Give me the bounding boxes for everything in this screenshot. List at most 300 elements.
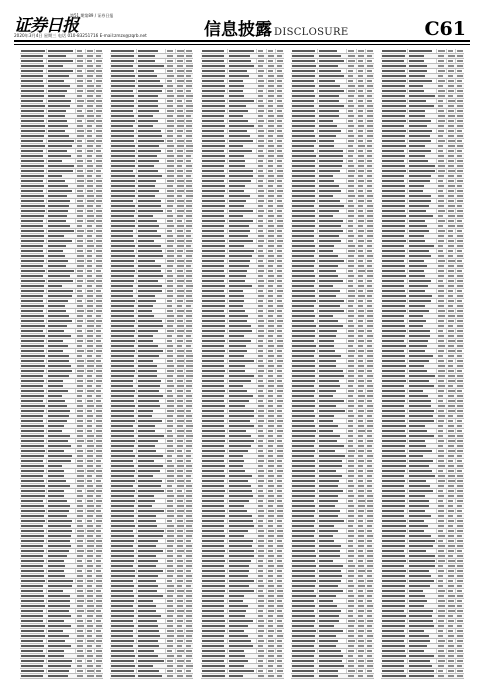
table-cell [48, 495, 64, 497]
table-cell [367, 635, 373, 637]
table-cell [438, 190, 443, 192]
table-cell [358, 285, 364, 287]
table-cell [111, 130, 134, 132]
table-cell [138, 635, 160, 637]
table-cell [48, 180, 65, 182]
table-cell [77, 445, 82, 447]
table-cell [186, 100, 192, 102]
table-cell [96, 595, 102, 597]
table-cell [319, 150, 343, 152]
table-cell [348, 80, 353, 82]
table-cell [96, 465, 101, 467]
table-cell [167, 160, 173, 162]
table-cell [457, 150, 462, 152]
table-cell [277, 220, 283, 222]
table-cell [177, 400, 183, 402]
table-cell [277, 130, 282, 132]
table-cell [409, 415, 433, 417]
table-cell [438, 240, 444, 242]
table-cell [177, 285, 183, 287]
table-cell [358, 125, 365, 127]
table-cell [382, 520, 406, 522]
table-cell [319, 55, 341, 57]
table-cell [96, 355, 101, 357]
table-cell [258, 70, 264, 72]
table-cell [167, 350, 173, 352]
table-cell [319, 515, 338, 517]
table-cell [48, 110, 66, 112]
table-cell [177, 205, 184, 207]
table-cell [258, 450, 264, 452]
table-cell [292, 345, 316, 347]
table-cell [96, 405, 102, 407]
table-cell [202, 530, 224, 532]
table-cell [409, 55, 424, 57]
table-cell [358, 570, 365, 572]
table-cell [409, 375, 435, 377]
table-cell [409, 150, 431, 152]
table-cell [348, 55, 355, 57]
table-cell [177, 665, 183, 667]
table-cell [438, 400, 443, 402]
table-cell [138, 545, 156, 547]
table-cell [111, 150, 135, 152]
table-cell [258, 590, 263, 592]
table-cell [409, 635, 429, 637]
table-cell [277, 570, 282, 572]
table-cell [258, 375, 264, 377]
table-cell [448, 70, 454, 72]
table-cell [268, 475, 274, 477]
table-cell [111, 265, 133, 267]
table-cell [448, 595, 455, 597]
table-cell [21, 60, 43, 62]
table-cell [186, 55, 192, 57]
table-cell [358, 640, 364, 642]
table-cell [348, 515, 354, 517]
table-cell [448, 130, 454, 132]
table-cell [48, 155, 71, 157]
table-cell [319, 165, 342, 167]
table-cell [448, 65, 454, 67]
table-cell [138, 260, 155, 262]
table-cell [48, 445, 71, 447]
table-cell [202, 130, 225, 132]
table-cell [448, 305, 453, 307]
table-cell [111, 435, 134, 437]
table-cell [367, 50, 373, 52]
table-cell [348, 220, 354, 222]
table-cell [202, 505, 225, 507]
table-cell [96, 640, 102, 642]
table-cell [138, 275, 162, 277]
table-cell [177, 305, 182, 307]
table-cell [319, 260, 344, 262]
table-cell [186, 275, 192, 277]
table-cell [268, 665, 274, 667]
table-cell [111, 490, 135, 492]
table-cell [292, 580, 316, 582]
table-cell [258, 125, 264, 127]
table-cell [292, 400, 315, 402]
table-cell [138, 120, 157, 122]
table-cell [367, 255, 373, 257]
table-cell [21, 625, 45, 627]
table-cell [258, 130, 265, 132]
table-cell [277, 440, 283, 442]
table-cell [348, 510, 354, 512]
table-cell [77, 225, 82, 227]
table-cell [202, 570, 226, 572]
table-cell [457, 610, 463, 612]
table-cell [96, 320, 102, 322]
table-cell [258, 405, 264, 407]
table-cell [21, 335, 45, 337]
table-cell [167, 640, 173, 642]
table-cell [202, 460, 225, 462]
table-cell [87, 180, 93, 182]
table-cell [186, 220, 192, 222]
table-cell [438, 340, 444, 342]
table-cell [409, 85, 423, 87]
table-cell [268, 315, 273, 317]
table-cell [409, 660, 430, 662]
table-cell [438, 140, 445, 142]
table-cell [21, 500, 43, 502]
table-cell [258, 220, 263, 222]
table-cell [167, 525, 173, 527]
table-cell [438, 115, 445, 117]
table-cell [202, 540, 224, 542]
table-cell [457, 570, 463, 572]
table-cell [319, 425, 338, 427]
table-cell [277, 645, 283, 647]
table-cell [87, 240, 93, 242]
table-cell [111, 330, 134, 332]
table-cell [448, 235, 453, 237]
table-cell [48, 435, 70, 437]
table-cell [268, 105, 274, 107]
table-cell [111, 245, 135, 247]
table-cell [258, 605, 264, 607]
table-cell [229, 170, 254, 172]
table-cell [177, 610, 184, 612]
table-cell [177, 525, 184, 527]
table-cell [277, 145, 282, 147]
table-cell [438, 595, 444, 597]
table-cell [438, 590, 445, 592]
table-cell [48, 420, 67, 422]
table-cell [292, 310, 314, 312]
table-cell [448, 110, 454, 112]
table-cell [229, 190, 245, 192]
table-cell [292, 420, 315, 422]
table-cell [87, 130, 92, 132]
table-cell [358, 630, 364, 632]
table-cell [177, 360, 183, 362]
table-cell [358, 165, 364, 167]
table-cell [382, 345, 406, 347]
table-cell [457, 655, 463, 657]
table-cell [48, 630, 63, 632]
table-cell [96, 315, 101, 317]
table-cell [258, 115, 263, 117]
table-cell [48, 670, 69, 672]
table-cell [48, 425, 64, 427]
table-cell [177, 150, 183, 152]
table-cell [77, 665, 82, 667]
table-cell [367, 510, 373, 512]
table-cell [409, 545, 433, 547]
table-cell [292, 630, 316, 632]
table-cell [448, 580, 453, 582]
table-cell [111, 145, 135, 147]
table-cell [229, 390, 247, 392]
table-cell [167, 50, 172, 52]
table-cell [358, 235, 363, 237]
table-cell [48, 520, 72, 522]
table-cell [229, 595, 245, 597]
table-cell [167, 510, 174, 512]
table-cell [457, 145, 463, 147]
table-cell [358, 670, 364, 672]
table-cell [202, 185, 225, 187]
table-cell [186, 655, 192, 657]
table-cell [448, 660, 454, 662]
table-cell [87, 90, 94, 92]
table-cell [167, 125, 174, 127]
table-cell [348, 50, 354, 52]
table-cell [167, 75, 174, 77]
table-cell [382, 540, 405, 542]
table-cell [96, 425, 102, 427]
table-cell [367, 640, 373, 642]
table-cell [202, 115, 224, 117]
table-cell [21, 475, 43, 477]
table-cell [48, 135, 69, 137]
table-cell [319, 220, 344, 222]
table-cell [229, 240, 253, 242]
table-cell [138, 405, 160, 407]
table-cell [292, 405, 316, 407]
table-cell [258, 535, 265, 537]
table-cell [258, 305, 263, 307]
table-cell [268, 450, 273, 452]
table-cell [457, 410, 463, 412]
table-cell [438, 485, 444, 487]
table-cell [448, 370, 454, 372]
table-cell [96, 80, 102, 82]
table-cell [229, 550, 255, 552]
table-cell [258, 420, 265, 422]
table-cell [438, 535, 445, 537]
table-cell [87, 440, 93, 442]
table-cell [409, 675, 434, 677]
table-cell [348, 125, 354, 127]
table-cell [277, 175, 283, 177]
table-cell [382, 60, 404, 62]
table-cell [358, 390, 364, 392]
table-cell [457, 310, 463, 312]
table-cell [409, 620, 433, 622]
table-cell [87, 235, 92, 237]
table-cell [202, 245, 225, 247]
table-cell [457, 340, 463, 342]
table-cell [448, 275, 454, 277]
table-cell [438, 280, 443, 282]
table-cell [167, 295, 172, 297]
table-cell [229, 100, 255, 102]
table-cell [319, 170, 340, 172]
table-cell [202, 440, 225, 442]
table-cell [202, 385, 225, 387]
table-cell [167, 120, 174, 122]
table-cell [111, 515, 134, 517]
table-cell [177, 90, 183, 92]
table-cell [87, 160, 92, 162]
table-cell [77, 355, 82, 357]
table-cell [268, 290, 273, 292]
table-cell [409, 515, 431, 517]
table-cell [111, 390, 135, 392]
table-cell [448, 85, 454, 87]
table-cell [319, 185, 339, 187]
table-cell [229, 225, 250, 227]
table-cell [77, 350, 84, 352]
table-cell [258, 365, 264, 367]
table-cell [186, 460, 191, 462]
table-cell [457, 240, 463, 242]
table-cell [358, 250, 363, 252]
table-cell [319, 435, 341, 437]
table-cell [367, 475, 372, 477]
table-cell [177, 545, 182, 547]
table-cell [409, 340, 428, 342]
table-cell [138, 155, 157, 157]
table-cell [202, 170, 225, 172]
table-cell [21, 340, 44, 342]
table-cell [167, 340, 172, 342]
table-cell [319, 455, 345, 457]
table-cell [268, 310, 275, 312]
table-cell [111, 405, 135, 407]
table-cell [277, 455, 283, 457]
table-cell [167, 625, 172, 627]
table-cell [268, 495, 274, 497]
table-cell [358, 65, 364, 67]
table-cell [77, 55, 83, 57]
table-cell [48, 390, 68, 392]
table-cell [87, 640, 94, 642]
table-cell [77, 85, 83, 87]
table-cell [319, 50, 337, 52]
table-cell [229, 95, 245, 97]
table-cell [268, 515, 275, 517]
table-cell [48, 105, 70, 107]
table-cell [292, 340, 314, 342]
table-cell [229, 480, 249, 482]
table-cell [167, 565, 173, 567]
table-cell [438, 555, 445, 557]
table-cell [319, 180, 334, 182]
table-cell [448, 575, 454, 577]
table-cell [258, 670, 263, 672]
table-cell [438, 515, 444, 517]
table-cell [96, 520, 102, 522]
table-cell [358, 145, 365, 147]
table-cell [277, 670, 283, 672]
table-cell [21, 580, 45, 582]
table-cell [138, 645, 159, 647]
table-cell [138, 550, 162, 552]
table-cell [457, 545, 463, 547]
table-cell [96, 295, 102, 297]
table-cell [292, 180, 316, 182]
table-cell [229, 420, 250, 422]
table-cell [409, 160, 428, 162]
table-cell [229, 555, 255, 557]
table-cell [111, 575, 135, 577]
table-cell [202, 400, 225, 402]
table-cell [138, 515, 156, 517]
table-cell [177, 600, 183, 602]
table-cell [457, 500, 463, 502]
table-cell [87, 430, 92, 432]
table-cell [186, 70, 191, 72]
table-cell [186, 170, 192, 172]
table-cell [292, 410, 315, 412]
table-cell [367, 535, 373, 537]
table-cell [457, 560, 463, 562]
table-cell [438, 635, 443, 637]
table-cell [111, 520, 134, 522]
table-cell [292, 605, 316, 607]
table-cell [186, 570, 191, 572]
table-cell [292, 415, 315, 417]
table-cell [186, 65, 192, 67]
table-cell [367, 570, 373, 572]
table-cell [138, 490, 163, 492]
table-cell [277, 275, 283, 277]
table-cell [167, 595, 173, 597]
table-cell [186, 585, 191, 587]
table-cell [292, 485, 316, 487]
table-cell [111, 500, 134, 502]
table-cell [409, 570, 429, 572]
table-cell [48, 540, 70, 542]
table-cell [457, 260, 462, 262]
table-cell [277, 150, 283, 152]
table-cell [448, 360, 453, 362]
table-cell [382, 315, 404, 317]
table-cell [87, 605, 94, 607]
table-cell [292, 545, 316, 547]
table-cell [96, 275, 102, 277]
table-cell [87, 95, 93, 97]
table-cell [177, 485, 184, 487]
table-cell [177, 100, 182, 102]
table-cell [277, 610, 282, 612]
table-cell [258, 560, 263, 562]
table-cell [21, 495, 45, 497]
table-cell [96, 630, 101, 632]
table-cell [48, 415, 69, 417]
table-cell [87, 420, 92, 422]
table-cell [87, 410, 92, 412]
table-cell [268, 170, 274, 172]
table-cell [48, 650, 64, 652]
table-cell [448, 495, 454, 497]
